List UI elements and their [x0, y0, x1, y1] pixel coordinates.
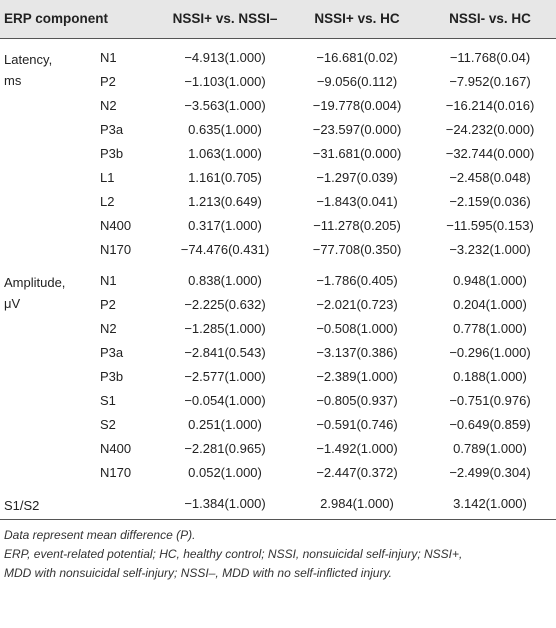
value-cell: −19.778(0.004)	[312, 97, 402, 113]
value-cell: −32.744(0.000)	[445, 145, 535, 161]
component-cell: N1	[100, 272, 117, 288]
group-label-line: ms	[4, 73, 22, 88]
header-nssi-minus-vs-hc: NSSI- vs. HC	[424, 0, 556, 38]
footnote: Data represent mean difference (P).	[4, 528, 196, 542]
value-cell: −4.913(1.000)	[184, 49, 266, 65]
value-cell: −1.384(1.000)	[184, 496, 266, 511]
value-cell: 0.778(1.000)	[453, 320, 527, 336]
value-cell: 0.251(1.000)	[188, 416, 262, 432]
value-cell: −2.841(0.543)	[184, 344, 266, 360]
value-cell: 0.052(1.000)	[188, 464, 262, 480]
value-cell: 3.142(1.000)	[453, 496, 527, 511]
header-nssi-plus-vs-nssi-minus: NSSI+ vs. NSSI–	[160, 0, 290, 38]
component-cell: L2	[100, 193, 115, 209]
table-row	[0, 491, 556, 516]
value-cell: −2.577(1.000)	[184, 368, 266, 384]
value-cell: −1.103(1.000)	[184, 73, 266, 89]
component-cell: N170	[100, 464, 132, 480]
value-cell: −0.751(0.976)	[449, 392, 531, 408]
component-cell: P3a	[100, 344, 124, 360]
value-cell: 0.635(1.000)	[188, 121, 262, 137]
value-cell: 0.204(1.000)	[453, 296, 527, 312]
group-label	[0, 491, 96, 516]
value-cell: −1.297(0.039)	[316, 169, 398, 185]
group-spacer	[0, 484, 556, 491]
value-cell: −11.595(0.153)	[446, 217, 534, 233]
group-label-line: μV	[4, 296, 21, 311]
component-cell: N170	[100, 241, 132, 257]
value-cell: 1.161(0.705)	[188, 169, 262, 185]
table-row	[0, 268, 556, 292]
value-cell: −7.952(0.167)	[449, 73, 531, 89]
group-label	[0, 268, 96, 484]
component-cell: P3b	[100, 368, 124, 384]
value-cell: −9.056(0.112)	[316, 73, 398, 89]
value-cell: −16.214(0.016)	[445, 97, 535, 113]
footnote: ERP, event-related potential; HC, healthy control; NSSI, nonsuicidal self-injury; NSSI+,	[4, 547, 463, 561]
value-cell: −11.278(0.205)	[313, 217, 401, 233]
component-cell: N2	[100, 320, 117, 336]
value-cell: 2.984(1.000)	[320, 496, 394, 511]
group-spacer	[0, 261, 556, 268]
header-erp-component: ERP component	[0, 0, 160, 38]
group-spacer	[0, 38, 556, 45]
table-header-row	[0, 0, 556, 38]
group-label-line: S1/S2	[4, 498, 40, 513]
component-cell	[96, 491, 160, 516]
component-cell: N2	[100, 97, 117, 113]
value-cell: −1.843(0.041)	[316, 193, 398, 209]
value-cell: −1.786(0.405)	[316, 272, 398, 288]
table-footnotes	[0, 520, 556, 583]
component-cell: P2	[100, 296, 116, 312]
value-cell: −0.591(0.746)	[316, 416, 398, 432]
value-cell: −0.649(0.859)	[449, 416, 531, 432]
value-cell: −0.296(1.000)	[449, 344, 531, 360]
component-cell: L1	[100, 169, 115, 185]
component-cell: P3a	[100, 121, 124, 137]
value-cell: 1.063(1.000)	[188, 145, 262, 161]
value-cell: −11.768(0.04)	[449, 49, 531, 65]
component-cell: S2	[100, 416, 116, 432]
value-cell: −77.708(0.350)	[312, 241, 402, 257]
value-cell: −2.447(0.372)	[316, 464, 398, 480]
value-cell: 0.948(1.000)	[453, 272, 527, 288]
component-cell: P2	[100, 73, 116, 89]
value-cell: −3.563(1.000)	[184, 97, 266, 113]
value-cell: −16.681(0.02)	[316, 49, 398, 65]
value-cell: −1.285(1.000)	[184, 320, 266, 336]
value-cell: −31.681(0.000)	[312, 145, 402, 161]
value-cell: −24.232(0.000)	[445, 121, 535, 137]
value-cell: −2.159(0.036)	[449, 193, 531, 209]
value-cell: −2.458(0.048)	[449, 169, 531, 185]
value-cell: −23.597(0.000)	[312, 121, 402, 137]
component-cell: S1	[100, 392, 116, 408]
group-label-line: Amplitude,	[4, 275, 66, 290]
table-body	[0, 38, 556, 516]
value-cell: 0.789(1.000)	[453, 440, 527, 456]
value-cell: 0.188(1.000)	[453, 368, 527, 384]
value-cell: 0.317(1.000)	[188, 217, 262, 233]
value-cell: 0.838(1.000)	[188, 272, 262, 288]
component-cell: N400	[100, 217, 132, 233]
value-cell: −0.508(1.000)	[316, 320, 398, 336]
value-cell: −0.805(0.937)	[316, 392, 398, 408]
group-label	[0, 45, 96, 261]
value-cell: −0.054(1.000)	[184, 392, 266, 408]
value-cell: −3.137(0.386)	[316, 344, 398, 360]
group-label-line: Latency,	[4, 52, 53, 67]
value-cell: −2.281(0.965)	[184, 440, 266, 456]
value-cell: −2.499(0.304)	[449, 464, 531, 480]
footnote: MDD with nonsuicidal self-injury; NSSI–, MDD with no self-inflicted injury.	[4, 566, 392, 580]
value-cell: −1.492(1.000)	[316, 440, 398, 456]
header-nssi-plus-vs-hc: NSSI+ vs. HC	[290, 0, 424, 38]
value-cell: −2.389(1.000)	[316, 368, 398, 384]
component-cell: P3b	[100, 145, 124, 161]
value-cell: 1.213(0.649)	[188, 193, 262, 209]
value-cell: −2.225(0.632)	[184, 296, 266, 312]
table-row	[0, 45, 556, 69]
value-cell: −3.232(1.000)	[449, 241, 531, 257]
value-cell: −2.021(0.723)	[316, 296, 398, 312]
component-cell: N400	[100, 440, 132, 456]
value-cell: −74.476(0.431)	[180, 241, 270, 257]
component-cell: N1	[100, 49, 117, 65]
